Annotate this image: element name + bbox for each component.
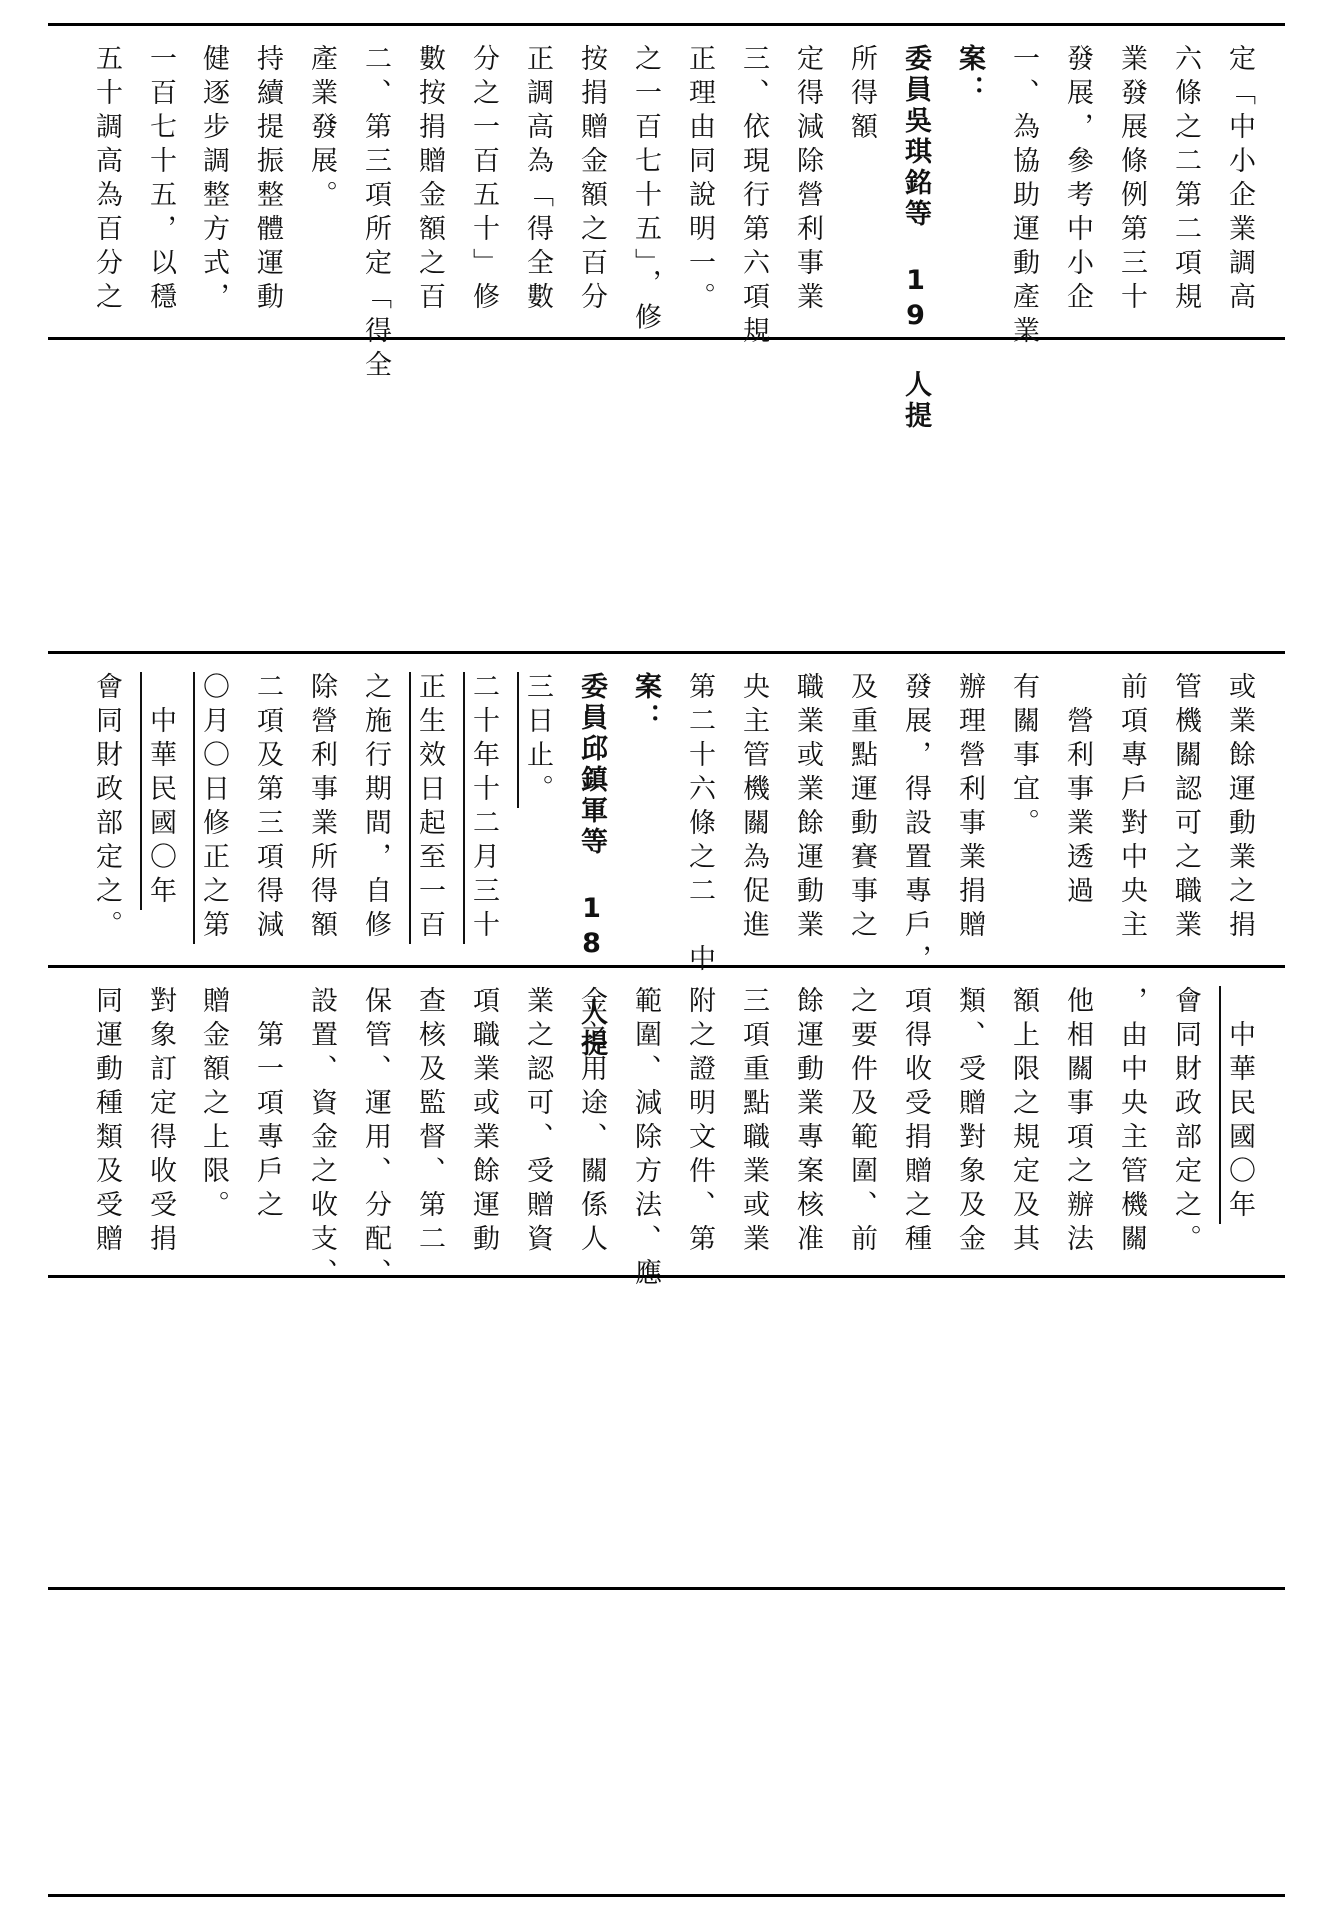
text-column: 業發展條例第三十	[1116, 44, 1147, 316]
text-column: 對象訂定得收受捐	[145, 986, 176, 1258]
text-block-lower	[48, 968, 1285, 1292]
text-column: 二、第三項所定「得全	[360, 44, 391, 384]
text-column: 第一項專戶之	[252, 986, 283, 1224]
text-column: 之要件及範圍、前	[846, 986, 877, 1258]
proposal-heading: 委員吳琪銘等 19 人提	[900, 44, 931, 432]
text-column: 查核及監督、第二	[414, 986, 445, 1258]
text-column: 營利事業透過	[1062, 672, 1093, 910]
text-column: 範圍、減除方法、應	[630, 986, 661, 1292]
text-column: 除營利事業所得額	[306, 672, 337, 944]
text-column: 定得減除營利事業	[792, 44, 823, 316]
text-column: 數按捐贈金額之百	[414, 44, 445, 316]
text-column: 一、為協助運動產業	[1008, 44, 1039, 350]
text-column: 發展，得設置專戶，	[900, 672, 931, 978]
divider-rule-5	[48, 1587, 1285, 1590]
text-column: 項得收受捐贈之種	[900, 986, 931, 1258]
text-block-middle	[48, 654, 1285, 1060]
text-column: 健逐步調整方式，	[198, 44, 229, 316]
text-column: 他相關事項之辦法	[1062, 986, 1093, 1258]
text-column: 發展，參考中小企	[1062, 44, 1093, 316]
text-column: 附之證明文件、第	[684, 986, 715, 1258]
text-column: 央主管機關為促進	[738, 672, 769, 944]
text-column: 六條之二第二項規	[1170, 44, 1201, 316]
text-column: 類、受贈對象及金	[954, 986, 985, 1258]
divider-rule-4	[48, 1275, 1285, 1278]
text-column: 餘運動業專案核准	[792, 986, 823, 1258]
text-column: 職業或業餘運動業	[792, 672, 823, 944]
text-column: 三項重點職業或業	[738, 986, 769, 1258]
bottom-rule	[48, 1894, 1285, 1897]
text-column: 定「中小企業調高	[1224, 44, 1255, 316]
text-column: 同運動種類及受贈	[91, 986, 122, 1258]
text-column: 正調高為「得全數	[522, 44, 553, 316]
divider-rule-1	[48, 337, 1285, 340]
text-column-amended: 二十年十二月三十	[468, 672, 499, 944]
text-column: 正理由同說明一。	[684, 44, 715, 316]
text-column: 保管、運用、分配、	[360, 986, 391, 1292]
proposal-heading: 委員邱鎮軍等 18 人提	[576, 672, 607, 1060]
proposal-heading-suffix: 案：	[954, 44, 985, 106]
text-column: 有關事宜。	[1008, 672, 1039, 842]
text-column: 一百七十五，以穩	[145, 44, 176, 316]
text-column: 或業餘運動業之捐	[1224, 672, 1255, 944]
text-column: 前項專戶對中央主	[1116, 672, 1147, 944]
text-column: 第二十六條之二 中	[684, 672, 715, 978]
text-column: 業之認可、受贈資	[522, 986, 553, 1258]
text-column: ，由中央主管機關	[1116, 986, 1147, 1258]
text-column: 分之一百五十」修	[468, 44, 499, 316]
text-column-amended: 中華民國〇年	[145, 672, 176, 910]
text-column: 之施行期間，自修	[360, 672, 391, 944]
text-column-amended: 中華民國〇年	[1224, 986, 1255, 1224]
text-column: 額上限之規定及其	[1008, 986, 1039, 1258]
text-column: 持續提振整體運動	[252, 44, 283, 316]
text-column: 五十調高為百分之	[91, 44, 122, 316]
text-column: 贈金額之上限。	[198, 986, 229, 1224]
text-column-amended: 〇月〇日修正之第	[198, 672, 229, 944]
text-column: 三、依現行第六項規	[738, 44, 769, 350]
text-block-top	[48, 26, 1285, 432]
text-column-amended: 正生效日起至一百	[414, 672, 445, 944]
text-column: 金之用途、關係人	[576, 986, 607, 1258]
text-column: 產業發展。	[306, 44, 337, 214]
text-column: 會同財政部定之。	[91, 672, 122, 944]
text-column: 設置、資金之收支、	[306, 986, 337, 1292]
text-column: 按捐贈金額之百分	[576, 44, 607, 316]
text-column: 二項及第三項得減	[252, 672, 283, 944]
text-column: 及重點運動賽事之	[846, 672, 877, 944]
text-column: 會同財政部定之。	[1170, 986, 1201, 1258]
proposal-heading-suffix: 案：	[630, 672, 661, 734]
text-column: 管機關認可之職業	[1170, 672, 1201, 944]
text-column: 之一百七十五」，修	[630, 44, 661, 337]
text-column-amended: 三日止。	[522, 672, 553, 808]
text-column: 所得額	[846, 44, 877, 146]
text-column: 項職業或業餘運動	[468, 986, 499, 1258]
text-column: 辦理營利事業捐贈	[954, 672, 985, 944]
